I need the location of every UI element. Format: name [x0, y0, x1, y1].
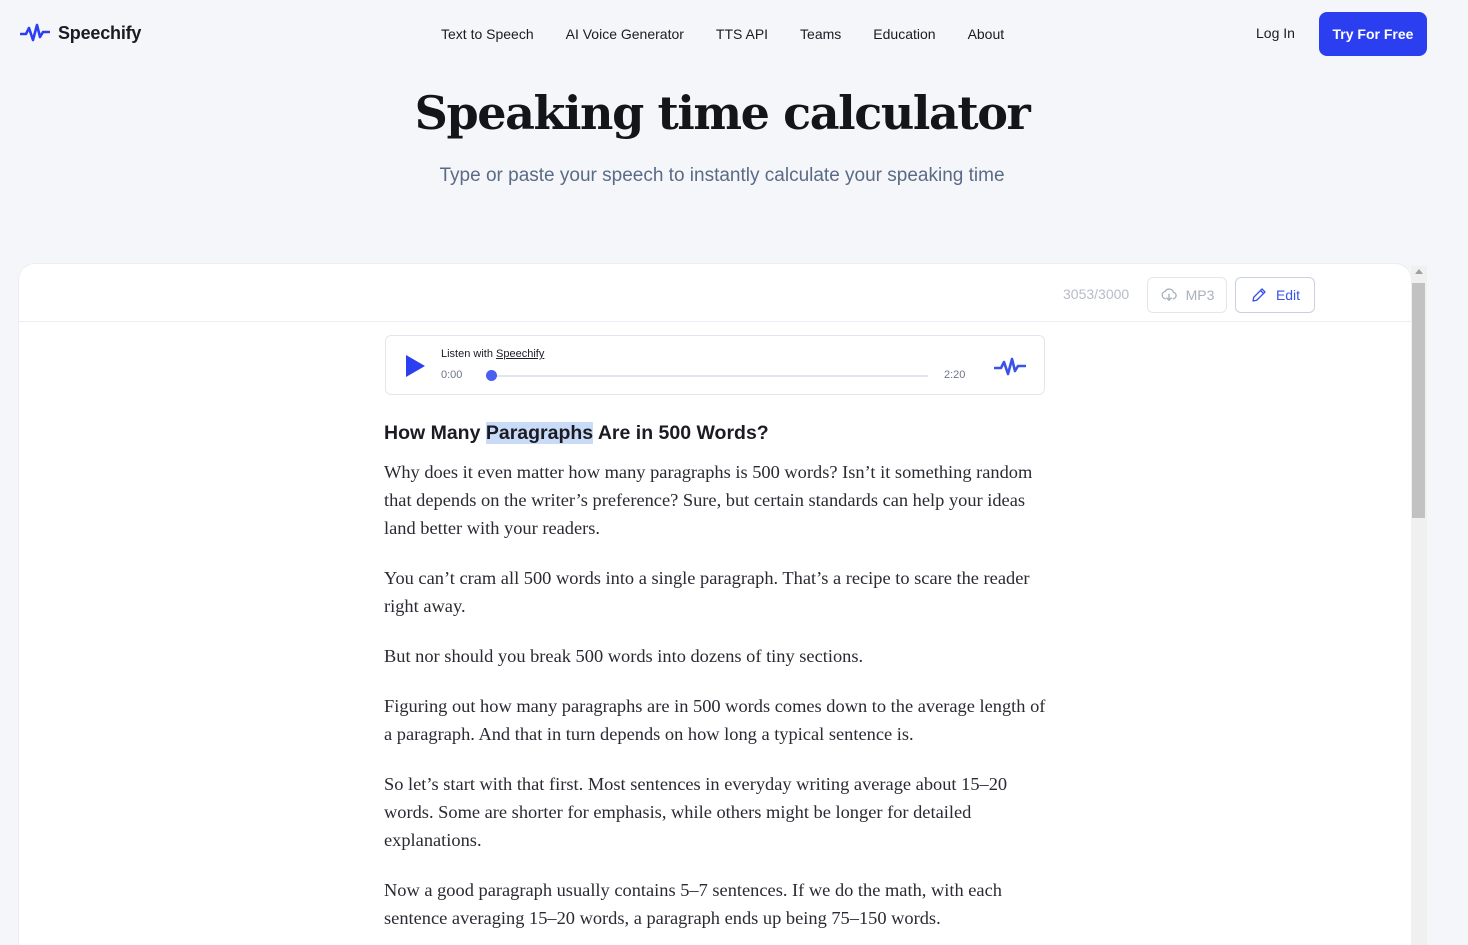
mp3-label: MP3: [1185, 287, 1215, 303]
heading-part: Are in 500 Words?: [593, 422, 769, 444]
login-link[interactable]: Log In: [1256, 25, 1295, 41]
play-icon[interactable]: [404, 354, 426, 378]
editor-panel: [19, 264, 1411, 945]
scroll-up-arrow-icon[interactable]: [1415, 269, 1423, 274]
brand-name: Speechify: [58, 22, 142, 43]
nav-item-ai-voice-generator[interactable]: AI Voice Generator: [565, 26, 684, 42]
edit-button[interactable]: [1235, 277, 1315, 313]
listen-with-label: [441, 348, 544, 360]
page-subtitle: Type or paste your speech to instantly calculate your speaking time: [439, 165, 1005, 186]
listen-prefix: Listen with: [441, 348, 493, 360]
article-paragraph: So let’s start with that first. Most sentences in everyday writing average about 15–20 words. Some are shorter for emphasis, while others might be longer for detailed explanations.: [384, 774, 1008, 850]
audio-player: [385, 335, 1045, 395]
editor-toolbar: [19, 264, 1411, 322]
article-paragraph: Why does it even matter how many paragraphs is 500 words? Isn’t it something random that depends on the writer’s preference? Sure, but certain standards can help your ideas land better with your readers.: [384, 462, 1033, 538]
current-time: 0:00: [441, 369, 463, 381]
main-nav: [441, 26, 1036, 42]
article-paragraph: You can’t cram all 500 words into a single paragraph. That’s a recipe to scare the reader right away.: [384, 568, 1030, 616]
total-duration: 2:20: [944, 369, 966, 381]
cloud-download-icon: [1160, 286, 1178, 304]
article-paragraph: Now a good paragraph usually contains 5–7 sentences. If we do the math, with each sentence averaging 15–20 words, a paragraph ends up being 75–150 words.: [384, 880, 1002, 928]
article-paragraph: But nor should you break 500 words into dozens of tiny sections.: [384, 646, 864, 666]
speechify-link[interactable]: Speechify: [496, 348, 545, 360]
pencil-icon: [1250, 286, 1268, 304]
nav-item-tts-api[interactable]: TTS API: [715, 26, 769, 42]
article-paragraph: Figuring out how many paragraphs are in 500 words comes down to the average length of a paragraph. And that in turn depends on how long a typical sentence is.: [384, 696, 1046, 744]
highlighted-word: Paragraphs: [485, 422, 594, 444]
nav-item-about[interactable]: About: [967, 26, 1005, 42]
try-for-free-button[interactable]: Try For Free: [1319, 12, 1427, 56]
speech-text-content[interactable]: [384, 420, 1054, 945]
top-navigation: [0, 0, 1468, 68]
character-counter: 3053/3000: [1063, 286, 1130, 302]
download-mp3-button[interactable]: [1147, 277, 1227, 313]
nav-item-teams[interactable]: Teams: [800, 26, 842, 42]
edit-label: Edit: [1275, 287, 1301, 303]
nav-item-education[interactable]: Education: [873, 26, 936, 42]
progress-track[interactable]: [486, 375, 928, 377]
speechify-wave-icon: [994, 355, 1026, 379]
brand-logo[interactable]: [20, 22, 141, 44]
scrollbar-thumb[interactable]: [1412, 283, 1425, 518]
progress-handle[interactable]: [486, 370, 497, 381]
speechify-logo-icon: [20, 22, 50, 44]
heading-part: How Many: [384, 422, 486, 444]
nav-item-text-to-speech[interactable]: Text to Speech: [441, 26, 534, 42]
article-heading: [384, 420, 1054, 446]
page-title: Speaking time calculator: [414, 86, 1030, 140]
